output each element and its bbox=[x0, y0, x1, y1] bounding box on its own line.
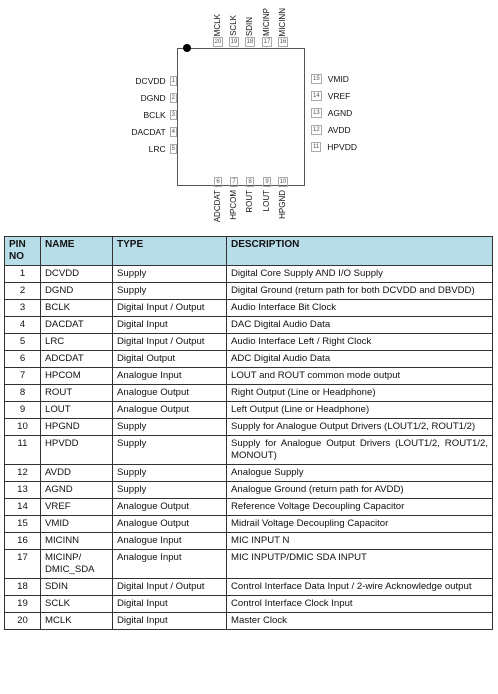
cell-type: Analogue Output bbox=[113, 516, 227, 533]
cell-pin-no: 9 bbox=[5, 402, 41, 419]
cell-type: Digital Input bbox=[113, 613, 227, 630]
cell-type: Supply bbox=[113, 266, 227, 283]
pin-right bbox=[311, 107, 352, 119]
pin-number: 19 bbox=[230, 39, 238, 45]
table-row bbox=[5, 351, 493, 368]
pin-name: LRC bbox=[148, 144, 166, 154]
table-row bbox=[5, 533, 493, 550]
table-row bbox=[5, 516, 493, 533]
cell-name: LOUT bbox=[41, 402, 113, 419]
cell-name: DCVDD bbox=[41, 266, 113, 283]
cell-description: Digital Ground (return path for both DCVDD and DBVDD) bbox=[227, 283, 493, 300]
pin-name: HPCOM bbox=[229, 190, 238, 220]
table-row bbox=[5, 368, 493, 385]
pin-name: BCLK bbox=[143, 110, 166, 120]
table-row bbox=[5, 613, 493, 630]
cell-name: HPGND bbox=[41, 419, 113, 436]
cell-type: Supply bbox=[113, 436, 227, 465]
table-row bbox=[5, 402, 493, 419]
pin-number: 16 bbox=[279, 39, 287, 45]
table-row bbox=[5, 317, 493, 334]
cell-description: Midrail Voltage Decoupling Capacitor bbox=[227, 516, 493, 533]
pin-top bbox=[228, 15, 240, 47]
cell-name: BCLK bbox=[41, 300, 113, 317]
pin-name: MCLK bbox=[213, 13, 222, 36]
pin-description-table bbox=[4, 236, 493, 630]
cell-pin-no: 10 bbox=[5, 419, 41, 436]
table-row bbox=[5, 579, 493, 596]
cell-name: ROUT bbox=[41, 385, 113, 402]
pin-number: 5 bbox=[171, 146, 175, 152]
pin-name: HPVDD bbox=[327, 142, 357, 152]
cell-name: LRC bbox=[41, 334, 113, 351]
cell-type: Analogue Input bbox=[113, 533, 227, 550]
cell-pin-no: 6 bbox=[5, 351, 41, 368]
cell-description: Control Interface Data Input / 2-wire Acknowledge output bbox=[227, 579, 493, 596]
cell-type: Analogue Input bbox=[113, 550, 227, 579]
pin-number: 2 bbox=[171, 95, 175, 101]
pin-number: 6 bbox=[216, 179, 220, 185]
cell-description: Analogue Ground (return path for AVDD) bbox=[227, 482, 493, 499]
cell-description: Right Output (Line or Headphone) bbox=[227, 385, 493, 402]
pin-right bbox=[311, 141, 357, 153]
cell-name: AGND bbox=[41, 482, 113, 499]
cell-name: ADCDAT bbox=[41, 351, 113, 368]
pin-bottom bbox=[261, 177, 273, 211]
pin-right bbox=[311, 124, 351, 136]
cell-type: Digital Input / Output bbox=[113, 300, 227, 317]
pin-name: ROUT bbox=[245, 190, 254, 213]
cell-description: Master Clock bbox=[227, 613, 493, 630]
pin-name: AGND bbox=[327, 108, 353, 118]
cell-type: Analogue Output bbox=[113, 499, 227, 516]
pin-left bbox=[141, 92, 177, 104]
pin-number: 3 bbox=[171, 112, 175, 118]
cell-pin-no: 12 bbox=[5, 465, 41, 482]
cell-name: AVDD bbox=[41, 465, 113, 482]
cell-description: DAC Digital Audio Data bbox=[227, 317, 493, 334]
cell-description: MIC INPUT N bbox=[227, 533, 493, 550]
table-row bbox=[5, 266, 493, 283]
pin1-indicator-dot bbox=[183, 44, 191, 52]
pin-bottom bbox=[277, 177, 289, 219]
pin-bottom bbox=[244, 177, 256, 213]
pin-number: 7 bbox=[232, 179, 236, 185]
pin-name: VREF bbox=[327, 91, 351, 101]
cell-name: HPVDD bbox=[41, 436, 113, 465]
table-row bbox=[5, 419, 493, 436]
pin-name: AVDD bbox=[327, 125, 351, 135]
cell-pin-no: 16 bbox=[5, 533, 41, 550]
table-row bbox=[5, 482, 493, 499]
cell-name: DGND bbox=[41, 283, 113, 300]
cell-name: VREF bbox=[41, 499, 113, 516]
pin-name: SCLK bbox=[229, 15, 238, 36]
pin-top bbox=[244, 17, 256, 47]
header-pin-no: PIN NO bbox=[5, 237, 41, 266]
cell-pin-no: 13 bbox=[5, 482, 41, 499]
chip-pinout-diagram bbox=[0, 0, 498, 236]
pin-number: 17 bbox=[263, 39, 271, 45]
table-row bbox=[5, 334, 493, 351]
pin-top bbox=[261, 8, 273, 47]
cell-description: LOUT and ROUT common mode output bbox=[227, 368, 493, 385]
pin-number: 20 bbox=[214, 39, 222, 45]
cell-type: Digital Input bbox=[113, 596, 227, 613]
cell-type: Digital Output bbox=[113, 351, 227, 368]
cell-name: VMID bbox=[41, 516, 113, 533]
table-row bbox=[5, 385, 493, 402]
pin-name: SDIN bbox=[245, 16, 254, 36]
cell-pin-no: 19 bbox=[5, 596, 41, 613]
cell-pin-no: 14 bbox=[5, 499, 41, 516]
table-row bbox=[5, 283, 493, 300]
pin-name: MICINP bbox=[262, 8, 271, 36]
pin-number: 1 bbox=[171, 78, 175, 84]
cell-type: Digital Input bbox=[113, 317, 227, 334]
pin-name: VMID bbox=[327, 74, 349, 84]
pin-number: 10 bbox=[279, 179, 287, 185]
cell-name: SCLK bbox=[41, 596, 113, 613]
pin-bottom bbox=[228, 177, 240, 220]
cell-pin-no: 18 bbox=[5, 579, 41, 596]
cell-pin-no: 11 bbox=[5, 436, 41, 465]
table-row bbox=[5, 465, 493, 482]
cell-pin-no: 17 bbox=[5, 550, 41, 579]
pin-number: 9 bbox=[265, 179, 269, 185]
cell-pin-no: 2 bbox=[5, 283, 41, 300]
cell-pin-no: 5 bbox=[5, 334, 41, 351]
cell-type: Digital Input / Output bbox=[113, 334, 227, 351]
table-row bbox=[5, 550, 493, 579]
pin-left bbox=[149, 143, 177, 155]
cell-description: Supply for Analogue Output Drivers (LOUT1/2, ROUT1/2) bbox=[227, 419, 493, 436]
pin-name: MICINN bbox=[278, 7, 287, 36]
table-header-row bbox=[5, 237, 493, 266]
cell-type: Digital Input / Output bbox=[113, 579, 227, 596]
pin-number: 12 bbox=[313, 127, 320, 133]
cell-description: Control Interface Clock Input bbox=[227, 596, 493, 613]
cell-type: Analogue Input bbox=[113, 368, 227, 385]
cell-pin-no: 1 bbox=[5, 266, 41, 283]
cell-description: Analogue Supply bbox=[227, 465, 493, 482]
header-name: NAME bbox=[41, 237, 113, 266]
cell-pin-no: 20 bbox=[5, 613, 41, 630]
cell-description: ADC Digital Audio Data bbox=[227, 351, 493, 368]
cell-name: MICINN bbox=[41, 533, 113, 550]
cell-description: Supply for Analogue Output Drivers (LOUT1/2, ROUT1/2, MONOUT) bbox=[227, 436, 493, 465]
cell-type: Analogue Output bbox=[113, 402, 227, 419]
table-row bbox=[5, 499, 493, 516]
cell-name: SDIN bbox=[41, 579, 113, 596]
cell-type: Supply bbox=[113, 482, 227, 499]
cell-name: HPCOM bbox=[41, 368, 113, 385]
pin-number: 18 bbox=[246, 39, 254, 45]
table-row bbox=[5, 300, 493, 317]
pin-number: 11 bbox=[313, 144, 320, 150]
cell-description: Audio Interface Bit Clock bbox=[227, 300, 493, 317]
table-row bbox=[5, 436, 493, 465]
pin-left bbox=[135, 75, 177, 87]
cell-description: Left Output (Line or Headphone) bbox=[227, 402, 493, 419]
header-description: DESCRIPTION bbox=[227, 237, 493, 266]
pin-number: 4 bbox=[171, 129, 175, 135]
pin-number: 13 bbox=[313, 110, 320, 116]
cell-name: MCLK bbox=[41, 613, 113, 630]
cell-type: Analogue Output bbox=[113, 385, 227, 402]
cell-description: Digital Core Supply AND I/O Supply bbox=[227, 266, 493, 283]
pin-top bbox=[277, 8, 289, 47]
pin-right bbox=[311, 90, 350, 102]
pin-name: DGND bbox=[140, 93, 166, 103]
pin-number: 15 bbox=[313, 76, 320, 82]
pin-left bbox=[131, 126, 177, 138]
header-type: TYPE bbox=[113, 237, 227, 266]
cell-pin-no: 7 bbox=[5, 368, 41, 385]
pin-bottom bbox=[212, 177, 224, 222]
cell-description: Reference Voltage Decoupling Capacitor bbox=[227, 499, 493, 516]
cell-description: Audio Interface Left / Right Clock bbox=[227, 334, 493, 351]
pin-top bbox=[212, 14, 224, 47]
cell-pin-no: 15 bbox=[5, 516, 41, 533]
pin-name: HPGND bbox=[278, 190, 287, 219]
cell-pin-no: 3 bbox=[5, 300, 41, 317]
chip-package-outline bbox=[177, 48, 305, 186]
pin-right bbox=[311, 73, 349, 85]
pin-left bbox=[143, 109, 177, 121]
cell-name: DACDAT bbox=[41, 317, 113, 334]
cell-pin-no: 4 bbox=[5, 317, 41, 334]
table-row bbox=[5, 596, 493, 613]
cell-description: MIC INPUTP/DMIC SDA INPUT bbox=[227, 550, 493, 579]
pin-name: DACDAT bbox=[131, 127, 166, 137]
pin-number: 8 bbox=[248, 179, 252, 185]
pin-number: 14 bbox=[313, 93, 320, 99]
cell-type: Supply bbox=[113, 283, 227, 300]
cell-type: Supply bbox=[113, 419, 227, 436]
pin-name: LOUT bbox=[262, 190, 271, 212]
pin-name: DCVDD bbox=[135, 76, 166, 86]
pin-name: ADCDAT bbox=[213, 190, 222, 223]
cell-type: Supply bbox=[113, 465, 227, 482]
cell-name: MICINP/ DMIC_SDA bbox=[41, 550, 113, 579]
cell-pin-no: 8 bbox=[5, 385, 41, 402]
